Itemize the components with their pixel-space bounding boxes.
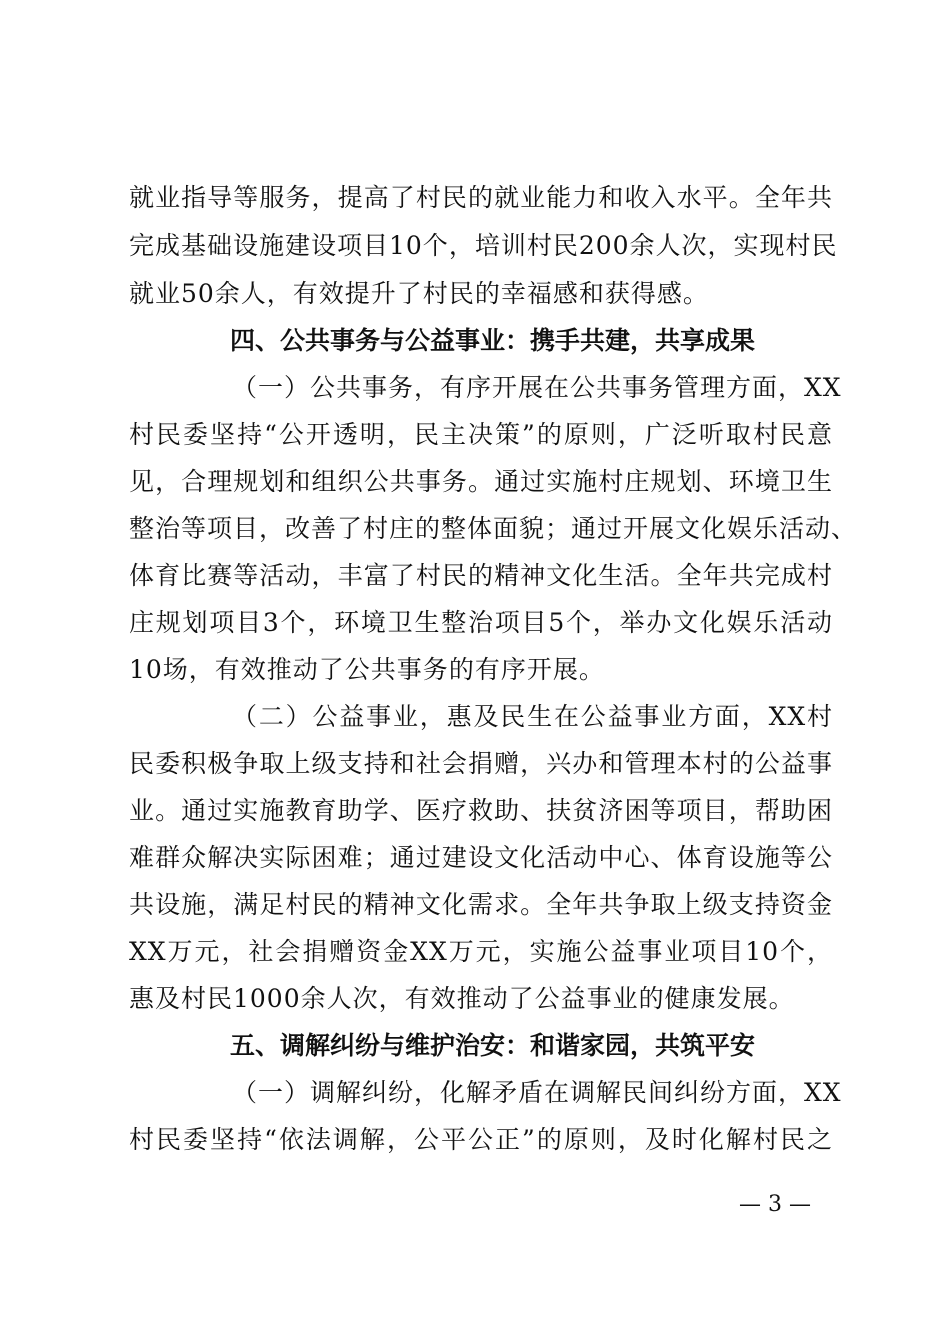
body-line: 10场，有效推动了公共事务的有序开展。 xyxy=(129,655,605,684)
subsection-line: （二）公益事业，惠及民生在公益事业方面，XX村 xyxy=(232,702,833,731)
body-line: 共设施，满足村民的精神文化需求。全年共争取上级支持资金 xyxy=(129,890,833,919)
page-number: — 3 — xyxy=(739,1192,811,1217)
subsection-line: （一）调解纠纷，化解矛盾在调解民间纠纷方面，XX xyxy=(232,1078,842,1107)
body-line: 就业50余人，有效提升了村民的幸福感和获得感。 xyxy=(129,279,709,308)
body-line: 庄规划项目3个，环境卫生整治项目5个，举办文化娱乐活动 xyxy=(129,608,833,637)
body-line: 就业指导等服务，提高了村民的就业能力和收入水平。全年共 xyxy=(129,183,833,212)
section-heading-4: 四、公共事务与公益事业：携手共建，共享成果 xyxy=(230,326,756,355)
section-heading-5: 五、调解纠纷与维护治安：和谐家园，共筑平安 xyxy=(230,1031,756,1060)
body-line: 体育比赛等活动，丰富了村民的精神文化生活。全年共完成村 xyxy=(129,561,833,590)
body-line: 完成基础设施建设项目10个，培训村民200余人次，实现村民 xyxy=(129,231,838,260)
body-line: XX万元，社会捐赠资金XX万元，实施公益事业项目10个， xyxy=(129,937,833,966)
body-line: 民委积极争取上级支持和社会捐赠，兴办和管理本村的公益事 xyxy=(129,749,833,778)
body-line: 业。通过实施教育助学、医疗救助、扶贫济困等项目，帮助困 xyxy=(129,796,833,825)
body-line: 村民委坚持“公开透明，民主决策”的原则，广泛听取村民意 xyxy=(129,420,833,449)
body-line: 村民委坚持“依法调解，公平公正”的原则，及时化解村民之 xyxy=(129,1125,833,1154)
body-line: 整治等项目，改善了村庄的整体面貌；通过开展文化娱乐活动、 xyxy=(129,514,858,543)
subsection-line: （一）公共事务，有序开展在公共事务管理方面，XX xyxy=(232,373,842,402)
body-line: 难群众解决实际困难；通过建设文化活动中心、体育设施等公 xyxy=(129,843,833,872)
body-line: 惠及村民1000余人次，有效推动了公益事业的健康发展。 xyxy=(129,984,795,1013)
body-line: 见，合理规划和组织公共事务。通过实施村庄规划、环境卫生 xyxy=(129,467,833,496)
